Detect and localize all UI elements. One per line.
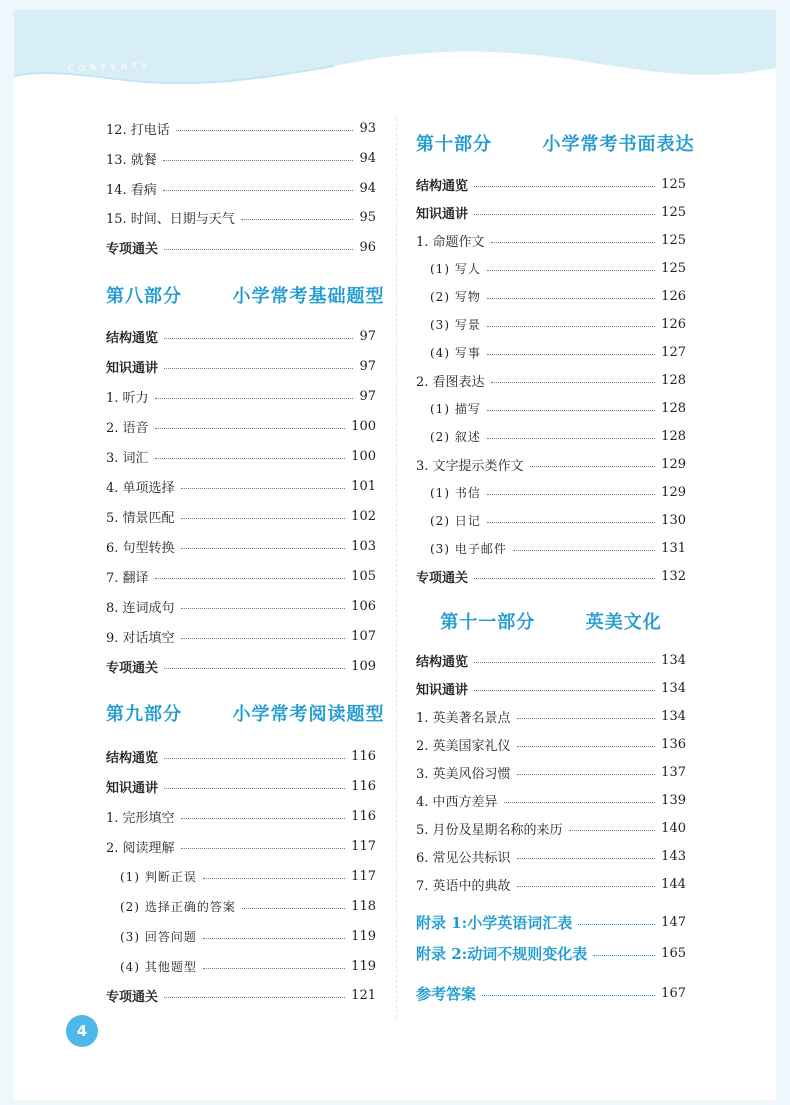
leader-dots: [530, 466, 656, 467]
leader-dots: [155, 398, 354, 399]
toc-entry[interactable]: 15. 时间、日期与天气 95: [106, 209, 376, 227]
leader-dots: [474, 662, 655, 663]
toc-entry[interactable]: 12. 打电话 93: [106, 120, 376, 138]
leader-dots: [181, 848, 346, 849]
leader-dots: [487, 298, 655, 299]
leader-dots: [487, 270, 655, 271]
toc-entry[interactable]: 6. 句型转换 103: [106, 538, 376, 556]
toc-entry[interactable]: (4) 其他题型 119: [120, 958, 376, 974]
leader-dots: [164, 997, 345, 998]
column-divider: [396, 118, 397, 1018]
toc-entry[interactable]: 专项通关 132: [416, 568, 686, 586]
leader-dots: [569, 830, 656, 831]
leader-dots: [155, 428, 346, 429]
leader-dots: [517, 886, 656, 887]
toc-entry[interactable]: (2) 叙述 128: [430, 428, 686, 444]
leader-dots: [474, 214, 655, 215]
leader-dots: [491, 242, 656, 243]
toc-entry[interactable]: 知识通讲 97: [106, 358, 376, 376]
leader-dots: [487, 410, 655, 411]
leader-dots: [164, 758, 345, 759]
leader-dots: [482, 995, 655, 996]
leader-dots: [164, 368, 353, 369]
toc-entry[interactable]: 知识通讲 125: [416, 204, 686, 222]
toc-entry[interactable]: 8. 连词成句 106: [106, 598, 376, 616]
toc-entry[interactable]: 2. 语音 100: [106, 418, 376, 436]
toc-entry[interactable]: 1. 命题作文 125: [416, 232, 686, 250]
leader-dots: [181, 488, 346, 489]
toc-entry[interactable]: 结构通览 116: [106, 748, 376, 766]
leader-dots: [487, 494, 655, 495]
leader-dots: [517, 774, 656, 775]
leader-dots: [164, 338, 353, 339]
leader-dots: [181, 638, 346, 639]
toc-entry[interactable]: 2. 看图表达 128: [416, 372, 686, 390]
toc-appendix-entry[interactable]: 参考答案 167: [416, 984, 686, 1003]
toc-entry[interactable]: 结构通览 134: [416, 652, 686, 670]
leader-dots: [474, 578, 655, 579]
leader-dots: [181, 818, 346, 819]
toc-appendix-entry[interactable]: 附录 2:动词不规则变化表 165: [416, 944, 686, 963]
section-title-8[interactable]: 第八部分 小学常考基础题型: [106, 286, 385, 307]
leader-dots: [491, 382, 656, 383]
page-number-badge: 4: [66, 1015, 98, 1047]
toc-entry[interactable]: 1. 完形填空 116: [106, 808, 376, 826]
header-wave-banner: [14, 10, 776, 110]
toc-entry[interactable]: 知识通讲 116: [106, 778, 376, 796]
leader-dots: [504, 802, 656, 803]
leader-dots: [517, 858, 656, 859]
toc-entry[interactable]: (1) 描写 128: [430, 400, 686, 416]
toc-entry[interactable]: 5. 情景匹配 102: [106, 508, 376, 526]
leader-dots: [487, 326, 655, 327]
toc-entry[interactable]: 4. 中西方差异 139: [416, 792, 686, 810]
toc-entry[interactable]: 3. 英美风俗习惯 137: [416, 764, 686, 782]
toc-entry[interactable]: (2) 选择正确的答案 118: [120, 898, 376, 914]
leader-dots: [163, 190, 354, 191]
toc-entry[interactable]: (1) 书信 129: [430, 484, 686, 500]
leader-dots: [164, 668, 345, 669]
toc-entry[interactable]: (3) 回答问题 119: [120, 928, 376, 944]
leader-dots: [593, 955, 655, 956]
leader-dots: [241, 219, 354, 220]
toc-entry[interactable]: 2. 阅读理解 117: [106, 838, 376, 856]
toc-entry[interactable]: 14. 看病 94: [106, 180, 376, 198]
toc-entry[interactable]: (4) 写事 127: [430, 344, 686, 360]
leader-dots: [203, 968, 345, 969]
toc-entry[interactable]: 专项通关 121: [106, 987, 376, 1005]
leader-dots: [474, 186, 655, 187]
toc-entry[interactable]: 5. 月份及星期名称的来历 140: [416, 820, 686, 838]
section-title-11[interactable]: 第十一部分 英美文化: [440, 612, 662, 633]
leader-dots: [487, 438, 655, 439]
toc-entry[interactable]: 6. 常见公共标识 143: [416, 848, 686, 866]
leader-dots: [203, 878, 345, 879]
toc-entry[interactable]: (2) 日记 130: [430, 512, 686, 528]
toc-entry[interactable]: 9. 对话填空 107: [106, 628, 376, 646]
section-title-10[interactable]: 第十部分 小学常考书面表达: [416, 134, 695, 155]
toc-entry[interactable]: 1. 听力 97: [106, 388, 376, 406]
toc-entry[interactable]: 3. 词汇 100: [106, 448, 376, 466]
toc-entry[interactable]: 7. 英语中的典故 144: [416, 876, 686, 894]
leader-dots: [242, 908, 345, 909]
toc-entry[interactable]: (2) 写物 126: [430, 288, 686, 304]
toc-entry[interactable]: (3) 电子邮件 131: [430, 540, 686, 556]
toc-entry[interactable]: 1. 英美著名景点 134: [416, 708, 686, 726]
leader-dots: [181, 548, 346, 549]
leader-dots: [487, 354, 655, 355]
toc-entry[interactable]: (1) 写人 125: [430, 260, 686, 276]
toc-entry[interactable]: 专项通关 96: [106, 239, 376, 257]
leader-dots: [181, 518, 346, 519]
leader-dots: [517, 718, 656, 719]
toc-entry[interactable]: (3) 写景 126: [430, 316, 686, 332]
leader-dots: [164, 249, 353, 250]
leader-dots: [155, 458, 346, 459]
toc-entry[interactable]: 结构通览 125: [416, 176, 686, 194]
leader-dots: [578, 924, 655, 925]
toc-appendix-entry[interactable]: 附录 1:小学英语词汇表 147: [416, 913, 686, 932]
toc-entry[interactable]: 7. 翻译 105: [106, 568, 376, 586]
leader-dots: [176, 130, 354, 131]
leader-dots: [163, 160, 354, 161]
leader-dots: [155, 578, 346, 579]
contents-label: CONTENTS: [67, 61, 152, 73]
toc-entry[interactable]: 结构通览 97: [106, 328, 376, 346]
toc-entry[interactable]: 3. 文字提示类作文 129: [416, 456, 686, 474]
leader-dots: [164, 788, 345, 789]
toc-entry[interactable]: 4. 单项选择 101: [106, 478, 376, 496]
leader-dots: [474, 690, 655, 691]
leader-dots: [181, 608, 346, 609]
leader-dots: [513, 550, 655, 551]
toc-entry[interactable]: 13. 就餐 94: [106, 150, 376, 168]
leader-dots: [487, 522, 655, 523]
toc-entry[interactable]: 专项通关 109: [106, 658, 376, 676]
leader-dots: [517, 746, 656, 747]
section-title-9[interactable]: 第九部分 小学常考阅读题型: [106, 704, 385, 725]
toc-entry[interactable]: 2. 英美国家礼仪 136: [416, 736, 686, 754]
toc-entry[interactable]: (1) 判断正误 117: [120, 868, 376, 884]
leader-dots: [203, 938, 345, 939]
toc-entry[interactable]: 知识通讲 134: [416, 680, 686, 698]
